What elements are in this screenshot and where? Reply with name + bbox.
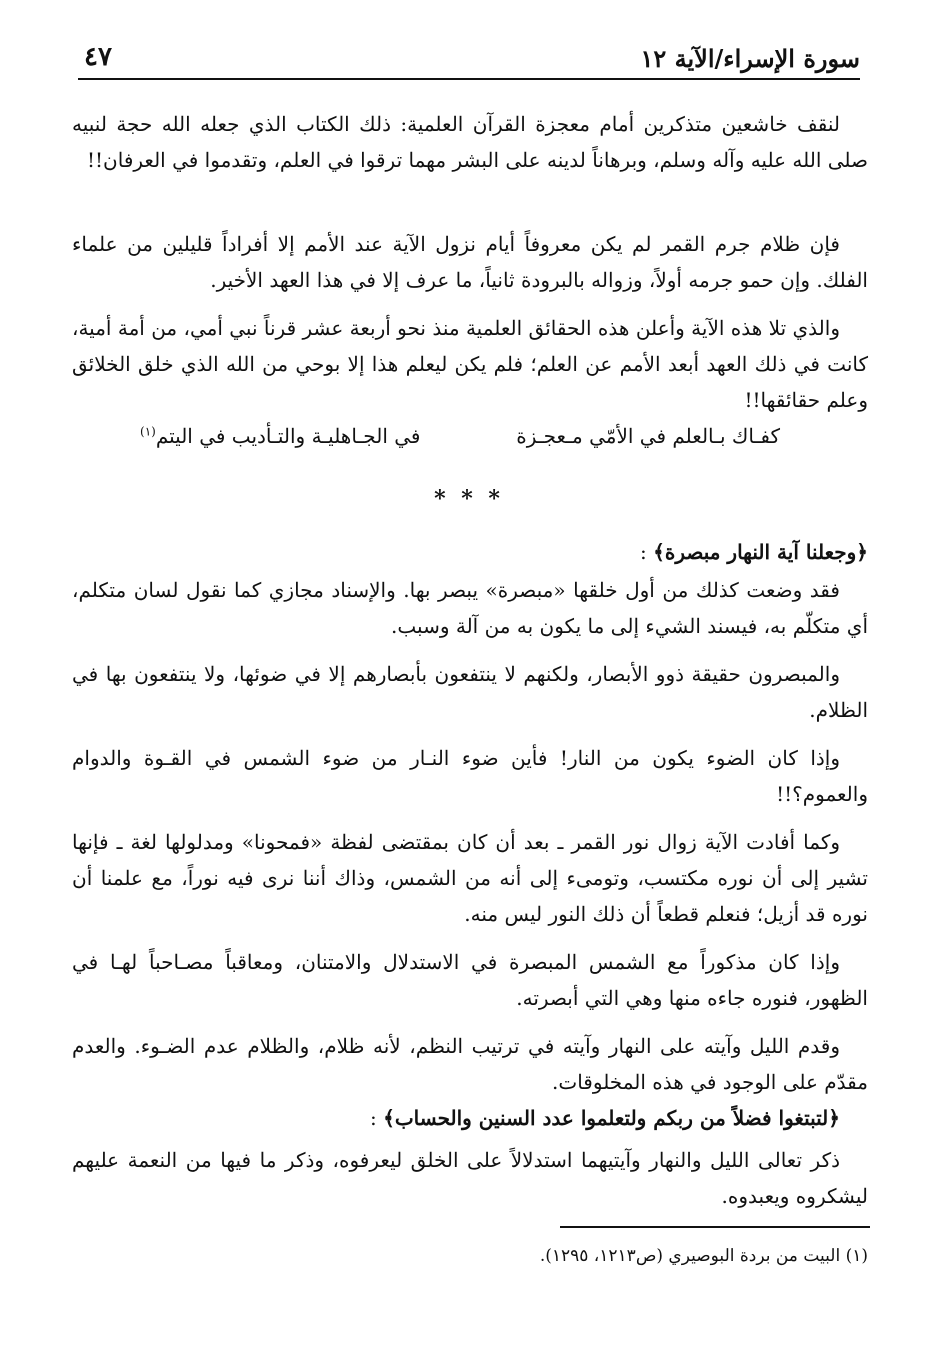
paragraph-4-text: فقد وضعت كذلك من أول خلقها «مبصرة» يبصر بها. والإسناد مجازي كما نقول لسان متكلم، أي متكلّم به، فيسند الشيء إلى ما يكون به من آلة وسبب. [72,578,868,638]
paragraph-9-text: وقدم الليل وآيته على النهار وآيته في ترتيب النظم، لأنه ظلام، والظلام عدم الضـوء. والعدم مقدّم على الوجود في هذه المخلوقات. [72,1034,868,1094]
section-separator: * * * [434,486,504,512]
paragraph-8-text: وإذا كان مذكوراً مع الشمس المبصرة في الاستدلال والامتنان، ومعاقباً مصـاحباً لهـا في الظهور، فنوره جاءه منها وهي التي أبصرته. [72,950,868,1010]
paragraph-5-text: والمبصرون حقيقة ذوو الأبصار، ولكنهم لا ينتفعون بأبصارهم إلا في ضوئها، ولا ينتفعون بها في الظلام. [72,662,868,722]
paragraph-2-text: فإن ظلام جرم القمر لم يكن معروفاً أيام نزول الآية عند الأمم إلا أفراداً قليلين من علماء الفلك. وإن حمو جرمه أولاً، وزواله بالبرودة ثانياً، ما عرف إلا في هذا العهد الأخير. [72,232,868,292]
paragraph-1 [72,106,868,178]
quran-heading-1: ﴿وجعلنا آية النهار مبصرة﴾ [653,540,868,564]
paragraph-2 [72,226,868,298]
paragraph-8 [72,944,868,1016]
paragraph-10-text: ذكر تعالى الليل والنهار وآيتيهما استدلالاً على الخلق ليعرفوه، وذكر ما فيها من النعمة عليهم ليشكروه ويعبدوه. [72,1148,868,1208]
page-number: ٤٧ [84,42,112,72]
paragraph-3-text: والذي تلا هذه الآية وأعلن هذه الحقائق العلمية منذ نحو أربعة عشر قرناً نبي أمي، من أمة أمية، كانت في ذلك العهد أبعد الأمم عن العلم؛ فلم يكن ليعلم هذا إلا بوحي من الله الذي خلق الخلائق وعلم حقائقها!! [72,316,868,412]
paragraph-7-text: وكما أفادت الآية زوال نور القمر ـ بعد أن كان بمقتضى لفظة «فمحونا» ومدلولها لغة ـ فإنها تشير إلى أن نوره مكتسب، وتومىء إلى أنه من الشمس، وذاك أننا نرى فيه نوراً، مع علمنا أن نوره قد أزيل؛ فنعلم قطعاً أن ذلك النور ليس منه. [72,830,868,926]
heading-1-colon: : [640,540,647,564]
section-heading-1 [72,534,868,570]
verse-hemistich-2-text: في الجـاهليـة والتـأديب في اليتم [155,424,421,448]
paragraph-4 [72,572,868,644]
verse-hemistich-1: كفـاك بـالعلم في الأمّي مـعجـزة [516,424,780,448]
paragraph-5 [72,656,868,728]
footnote-divider [560,1226,870,1228]
poetry-verse [100,418,820,458]
paragraph-9 [72,1028,868,1100]
paragraph-1-text: لنقف خاشعين متذكرين أمام معجزة القرآن العلمية: ذلك الكتاب الذي جعله الله حجة لنبيه صلى الله عليه وآله وسلم، وبرهاناً لدينه على البشر مهما ترقوا في العلم، وتقدموا في العرفان!! [72,112,868,172]
header-title: سورة الإسراء/الآية ١٢ [640,44,860,73]
running-header [78,40,860,80]
section-heading-2 [72,1100,868,1136]
footnote: (١) البيت من بردة البوصيري (ص١٢١٣، ١٢٩٥). [539,1246,868,1266]
footnote-marker: (١) [140,424,156,439]
paragraph-3 [72,310,868,418]
heading-2-colon: : [370,1106,377,1130]
paragraph-6-text: وإذا كان الضوء يكون من النار! فأين ضوء النـار من ضوء الشمس في القـوة والدوام والعموم؟!! [72,746,868,806]
quran-heading-2: ﴿لتبتغوا فضلاً من ربكم ولتعلموا عدد السنين والحساب﴾ [383,1106,840,1130]
paragraph-7 [72,824,868,932]
paragraph-10 [72,1142,868,1214]
paragraph-6 [72,740,868,812]
verse-hemistich-2 [140,424,420,448]
